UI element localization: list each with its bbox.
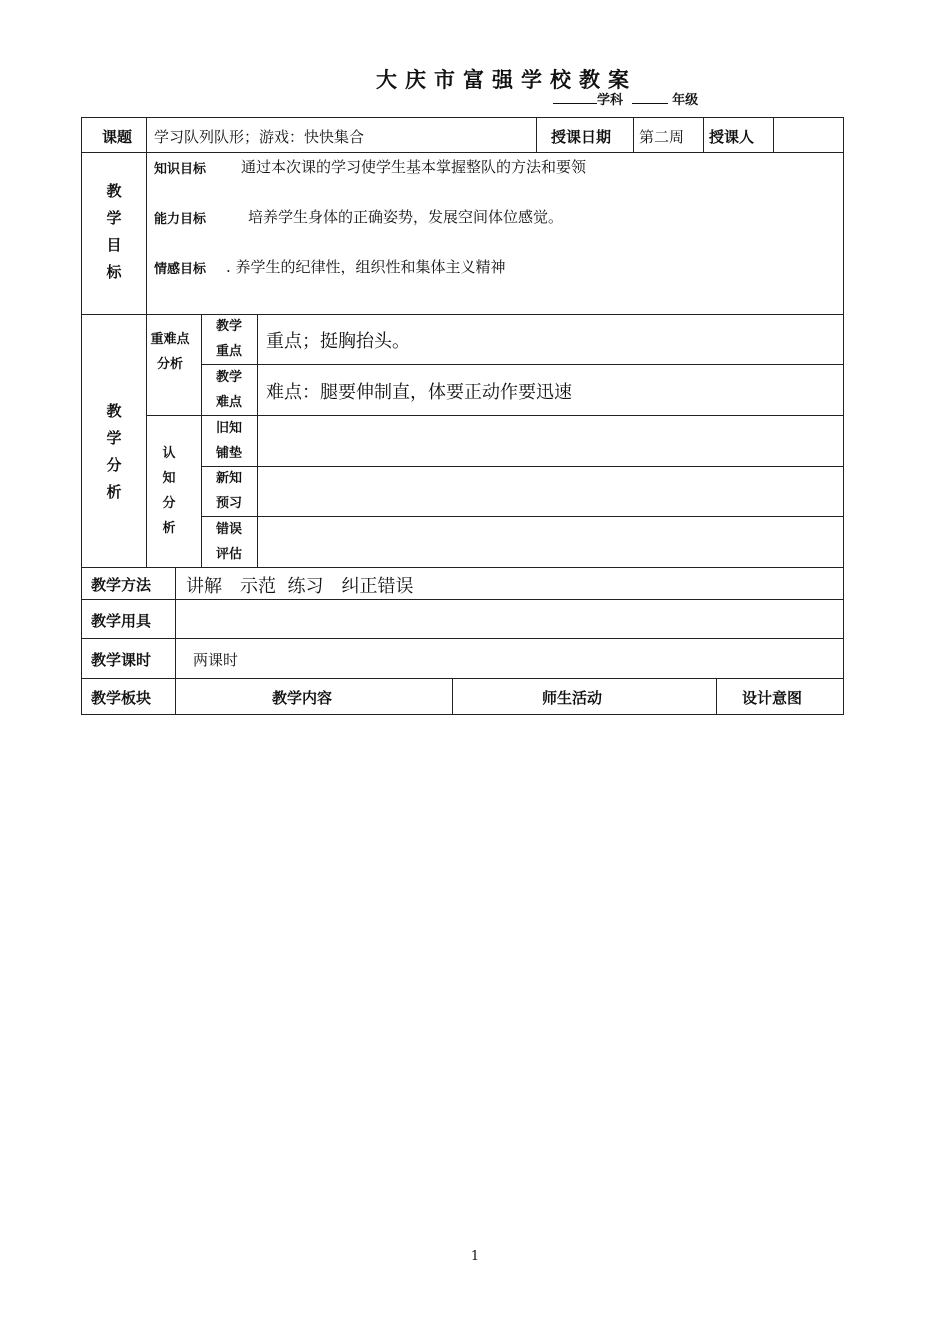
page-number: 1	[470, 1249, 480, 1264]
content-col-header: 教学内容	[272, 689, 333, 707]
cognition-analysis-label: 认知分析	[162, 446, 176, 536]
emotion-objective-label: 情感目标	[154, 262, 207, 277]
activity-col-header: 师生活动	[542, 689, 603, 707]
date-value[interactable]: 第二周	[639, 128, 685, 146]
grade-blank[interactable]	[632, 92, 668, 104]
emotion-objective-text[interactable]: . 养学生的纪律性，组织性和集体主义精神	[226, 258, 506, 276]
page-title: 大庆市富强学校教案	[376, 68, 637, 92]
subject-label: 学科	[597, 93, 624, 108]
method-value[interactable]: 讲解 示范 练习 纠正错误	[186, 576, 414, 597]
error-evaluation-label: 错误评估	[215, 522, 242, 562]
hours-label: 教学课时	[91, 651, 152, 669]
block-col-header: 教学板块	[91, 689, 152, 707]
difficulty-analysis-label: 重难点分析	[150, 332, 190, 372]
ability-objective-text[interactable]: 培养学生身体的正确姿势，发展空间体位感觉。	[248, 208, 564, 226]
key-point-text[interactable]: 重点；挺胸抬头。	[266, 331, 410, 352]
knowledge-objective-label: 知识目标	[154, 162, 207, 177]
tools-label: 教学用具	[91, 612, 152, 630]
date-label: 授课日期	[551, 128, 612, 146]
ability-objective-label: 能力目标	[154, 212, 207, 227]
difficult-point-label: 教学难点	[215, 370, 242, 410]
knowledge-objective-text[interactable]: 通过本次课的学习使学生基本掌握整队的方法和要领	[241, 158, 587, 176]
analysis-label: 教学分析	[106, 402, 122, 501]
subject-grade-line	[553, 89, 698, 108]
preview-label: 新知预习	[215, 471, 242, 511]
subject-blank[interactable]	[553, 92, 597, 104]
difficult-point-text[interactable]: 难点：腿要伸制直，体要正动作要迅速	[266, 382, 572, 403]
topic-value[interactable]: 学习队列队形；游戏：快快集合	[154, 128, 365, 146]
intent-col-header: 设计意图	[742, 689, 803, 707]
method-label: 教学方法	[91, 576, 152, 594]
hours-value[interactable]: 两课时	[193, 651, 239, 669]
prior-knowledge-label: 旧知铺垫	[215, 421, 242, 461]
teacher-label: 授课人	[709, 128, 755, 146]
objectives-label: 教学目标	[106, 182, 122, 281]
grade-label: 年级	[672, 93, 699, 108]
topic-label: 课题	[102, 128, 133, 146]
key-point-label: 教学重点	[215, 319, 242, 359]
